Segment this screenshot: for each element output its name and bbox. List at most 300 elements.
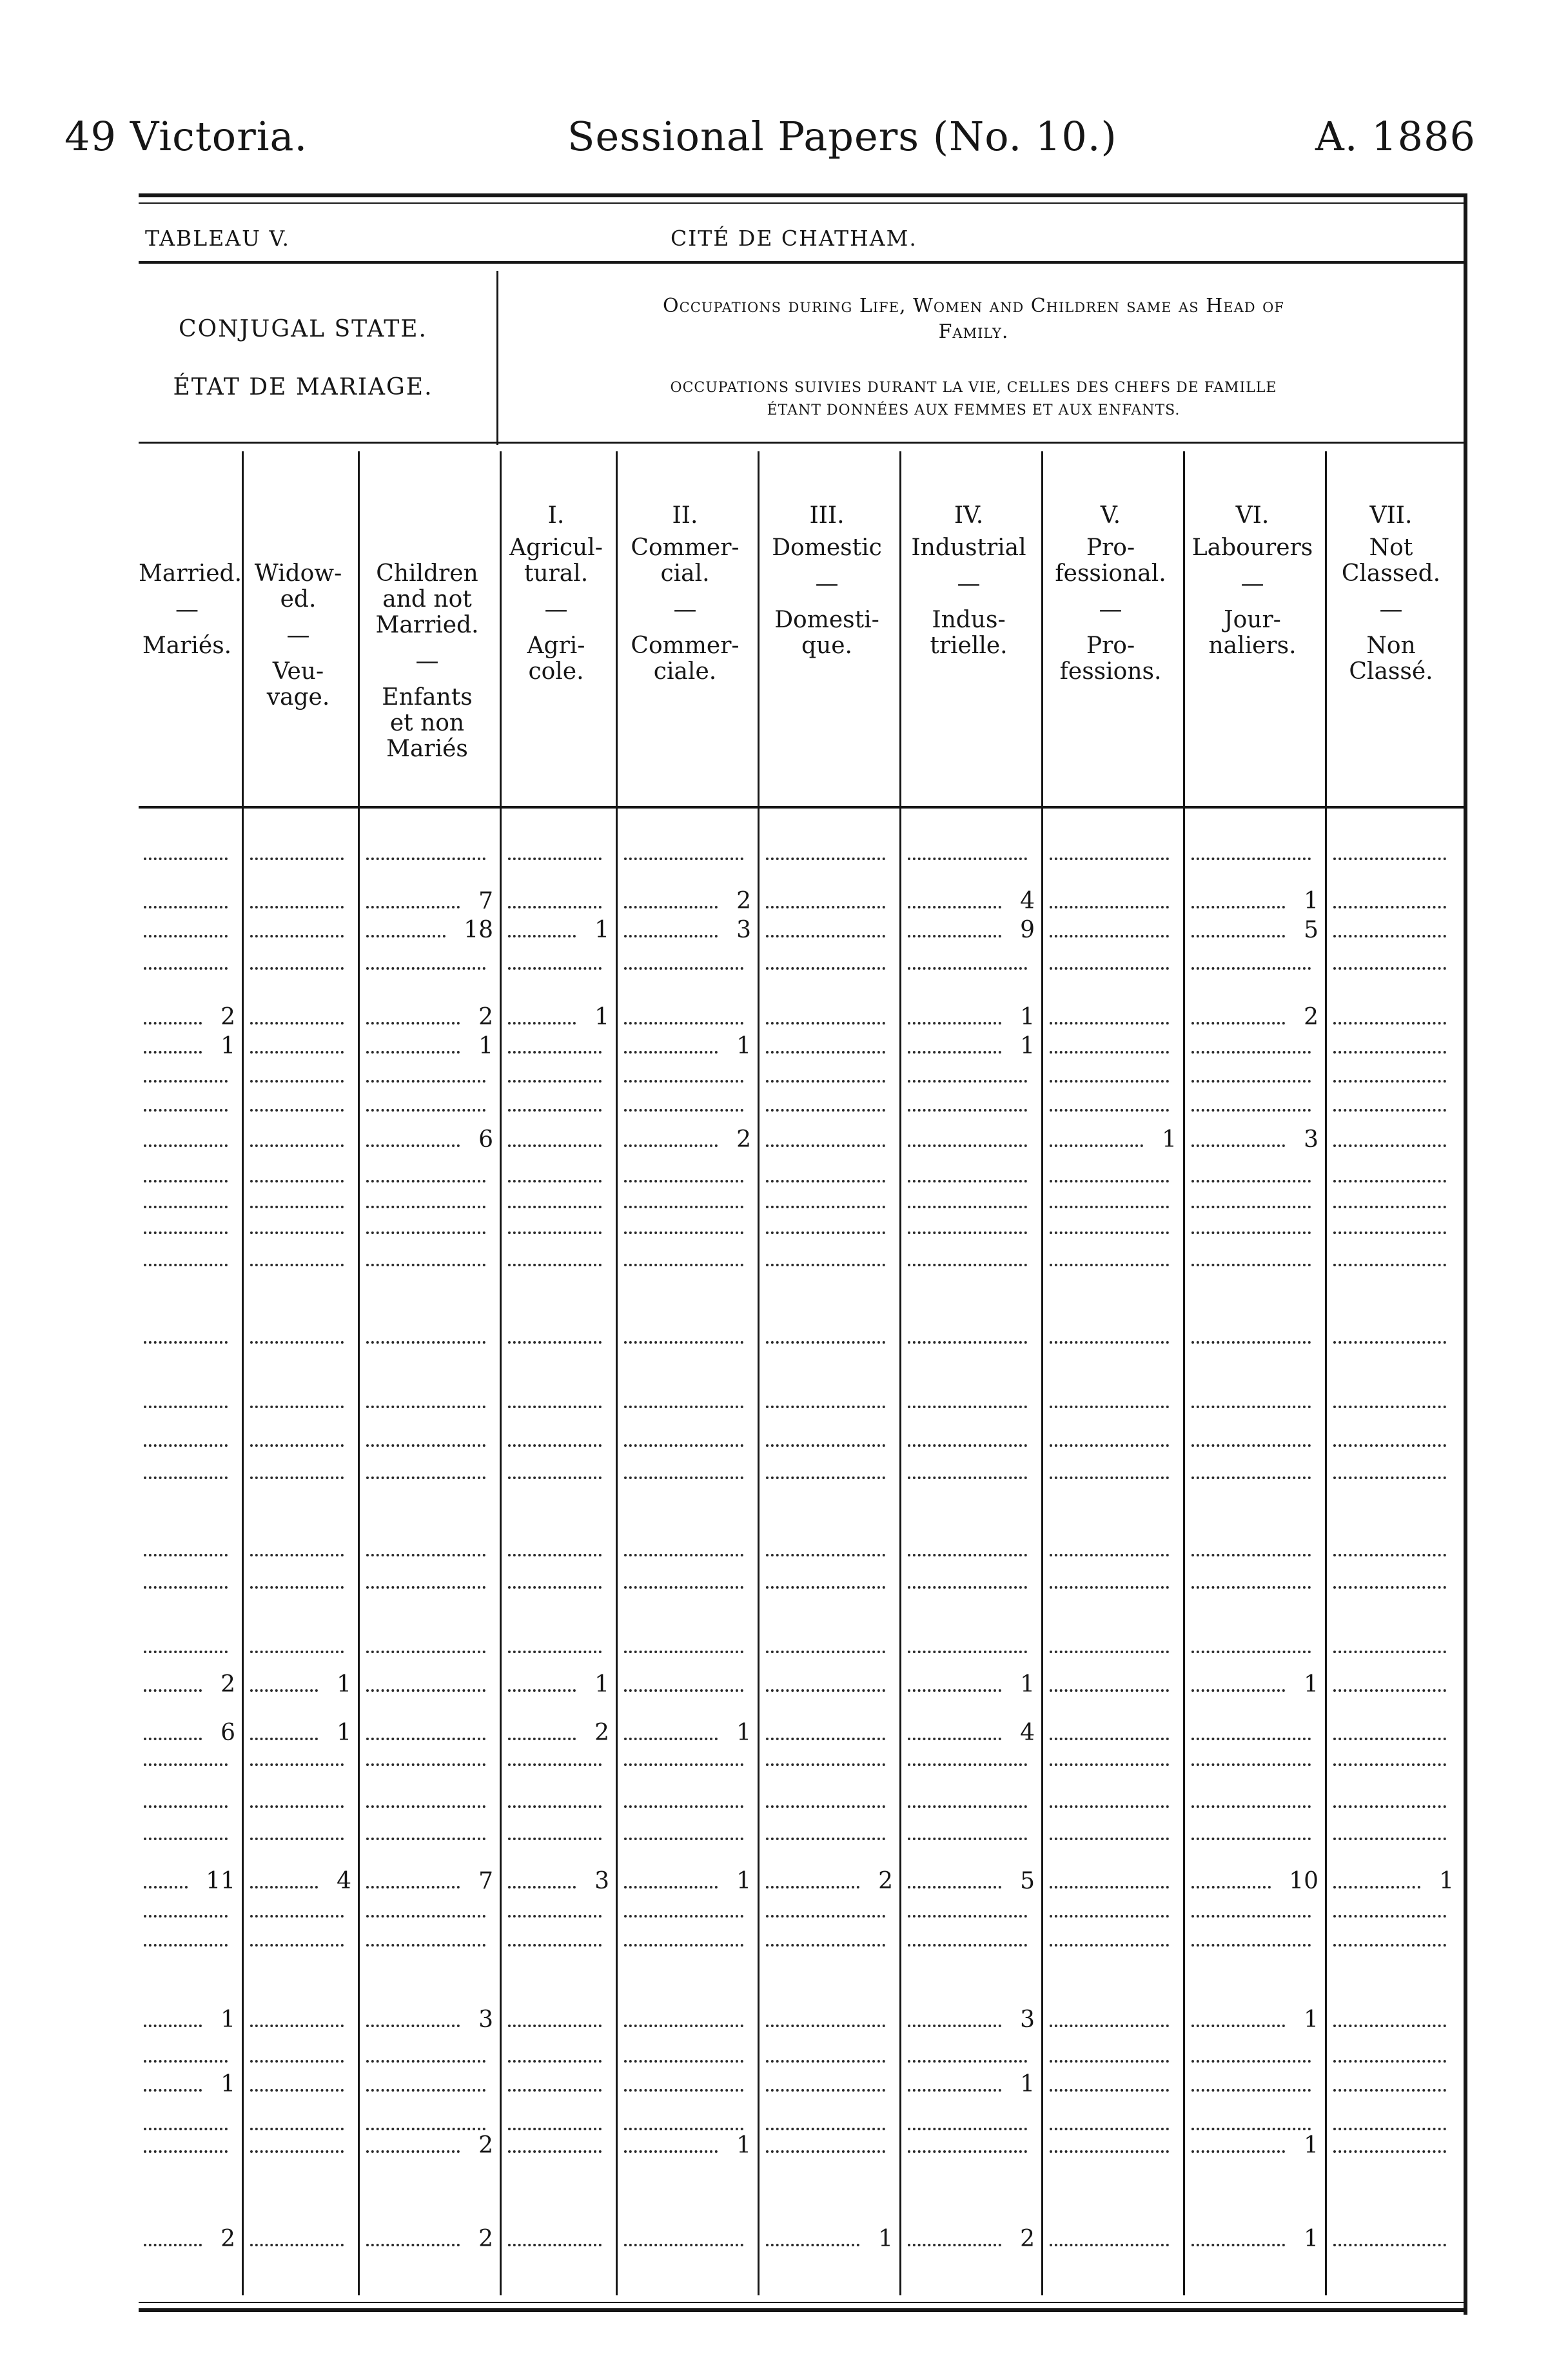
table-cell: 1	[1020, 1004, 1035, 1030]
dot-leader	[144, 1476, 228, 1479]
dot-leader	[908, 1915, 1027, 1918]
dot-leader	[624, 1763, 743, 1766]
dot-leader	[250, 1231, 344, 1234]
dot-leader	[624, 1180, 743, 1182]
dot-leader	[1333, 1586, 1446, 1589]
dot-leader	[766, 1109, 885, 1112]
dot-leader	[766, 2060, 885, 2063]
dot-leader	[766, 858, 885, 860]
dot-leader	[1333, 1206, 1446, 1208]
dot-leader	[366, 2244, 460, 2246]
table-cell: 1	[1304, 1671, 1318, 1698]
dot-leader	[908, 1180, 1027, 1182]
dot-leader	[908, 1763, 1027, 1766]
dot-leader	[366, 1651, 485, 1653]
dot-leader	[366, 1022, 460, 1025]
dot-leader	[250, 2025, 344, 2027]
dot-leader	[908, 2244, 1001, 2246]
header-bottom-rule	[139, 806, 1464, 809]
dot-leader	[250, 1586, 344, 1589]
dot-leader	[366, 1915, 485, 1918]
dot-leader	[1333, 1763, 1446, 1766]
dot-leader	[624, 1022, 743, 1025]
dot-leader	[1191, 1689, 1285, 1692]
dot-leader	[1050, 2128, 1169, 2130]
dot-leader	[1191, 1915, 1311, 1918]
dot-leader	[508, 935, 576, 937]
column-separator	[758, 451, 760, 2295]
dot-leader	[624, 2150, 718, 2153]
dot-leader	[624, 2128, 743, 2130]
conjugal-divider	[496, 271, 498, 445]
dot-leader	[1333, 1144, 1446, 1147]
dot-leader	[766, 1206, 885, 1208]
dot-leader	[624, 1886, 718, 1888]
dot-leader	[624, 1231, 743, 1234]
dot-leader	[366, 2025, 460, 2027]
column-label-en: Pro- fessional.	[1055, 535, 1166, 587]
column-separator	[1183, 451, 1185, 2295]
dot-leader	[908, 2128, 1027, 2130]
column-label-en: Labourers	[1191, 535, 1313, 561]
dot-leader	[366, 2150, 460, 2153]
dot-leader	[1333, 1651, 1446, 1653]
dot-leader	[1191, 967, 1311, 970]
dot-leader	[1333, 1022, 1446, 1025]
dot-leader	[508, 1444, 602, 1447]
dot-leader	[624, 1586, 743, 1589]
running-head-center: Sessional Papers (No. 10.)	[567, 113, 1117, 160]
table-cell: 2	[878, 1868, 893, 1894]
dot-leader	[624, 2025, 743, 2027]
bottom-rule-thin	[139, 2302, 1467, 2303]
dot-leader	[144, 1231, 228, 1234]
dot-leader	[766, 1651, 885, 1653]
dot-leader	[508, 2025, 602, 2027]
dot-leader	[908, 1144, 1027, 1147]
dot-leader	[144, 2128, 228, 2130]
table-cell: 10	[1289, 1868, 1318, 1894]
dot-leader	[766, 1763, 885, 1766]
dot-leader	[366, 1406, 485, 1408]
dot-leader	[766, 1586, 885, 1589]
dot-leader	[1191, 906, 1285, 908]
dot-leader	[144, 1915, 228, 1918]
running-head-left: 49 Victoria.	[64, 113, 308, 160]
dot-leader	[508, 1944, 602, 1947]
dot-leader	[1050, 1144, 1143, 1147]
table-cell: 1	[1020, 1671, 1035, 1698]
dot-leader	[1333, 2128, 1446, 2130]
table-cell: 1	[478, 1033, 493, 1059]
dot-leader	[908, 858, 1027, 860]
dot-leader	[250, 1406, 344, 1408]
table-cell: 1	[1304, 2006, 1318, 2033]
dot-leader	[508, 1915, 602, 1918]
table-cell: 1	[337, 1671, 351, 1698]
dot-leader	[624, 1444, 743, 1447]
dot-leader	[250, 1206, 344, 1208]
dot-leader	[508, 1144, 602, 1147]
dot-leader	[908, 935, 1001, 937]
dot-leader	[144, 1554, 228, 1556]
dot-leader	[508, 1022, 576, 1025]
dot-leader	[624, 935, 718, 937]
dot-leader	[366, 1080, 485, 1083]
dot-leader	[624, 858, 743, 860]
conjugal-title-en: CONJUGAL STATE.	[179, 316, 427, 342]
table-cell: 2	[736, 1126, 751, 1153]
dot-leader	[250, 1080, 344, 1083]
dot-leader	[508, 1689, 576, 1692]
header-mid-rule	[139, 442, 1464, 444]
dot-leader	[1333, 1944, 1446, 1947]
dot-leader	[908, 1554, 1027, 1556]
dot-leader	[1050, 1838, 1169, 1840]
dot-leader	[508, 1231, 602, 1234]
dot-leader	[1050, 1554, 1169, 1556]
dot-leader	[1333, 2244, 1446, 2246]
table-cell: 1	[220, 1033, 235, 1059]
dot-leader	[766, 1805, 885, 1808]
dot-leader	[1191, 1022, 1285, 1025]
column-label-fr: Mariés.	[142, 633, 232, 659]
dot-leader	[144, 2150, 228, 2153]
column-label-fr: Agri- cole.	[527, 633, 585, 685]
bottom-rule-thick	[139, 2308, 1467, 2312]
table-cell: 11	[206, 1868, 235, 1894]
dot-leader	[508, 1886, 576, 1888]
dot-leader	[908, 1886, 1001, 1888]
dot-leader	[144, 906, 228, 908]
dot-leader	[250, 858, 344, 860]
dot-leader	[908, 1689, 1001, 1692]
dot-leader	[1050, 1689, 1169, 1692]
dot-leader	[1333, 1406, 1446, 1408]
column-separator	[242, 451, 244, 2295]
subhead-rule	[139, 261, 1464, 264]
table-cell: 2	[1304, 1004, 1318, 1030]
dot-leader	[144, 1738, 202, 1740]
dot-leader	[366, 2089, 485, 2092]
dot-leader	[624, 967, 743, 970]
dot-leader	[144, 935, 228, 937]
dot-leader	[1050, 1444, 1169, 1447]
dot-leader	[144, 1886, 188, 1888]
dot-leader	[144, 1109, 228, 1112]
dot-leader	[766, 1231, 885, 1234]
dot-leader	[366, 1264, 485, 1266]
table-cell: 2	[478, 2226, 493, 2252]
dot-leader	[366, 1838, 485, 1840]
dot-leader	[366, 1944, 485, 1947]
dot-leader	[144, 858, 228, 860]
dot-leader	[1050, 1738, 1169, 1740]
dot-leader	[250, 1689, 318, 1692]
column-label-en: Domestic	[772, 535, 882, 561]
dot-leader	[144, 2244, 202, 2246]
dot-leader	[908, 1206, 1027, 1208]
column-header-7	[903, 503, 1035, 659]
column-label-fr: Domesti- que.	[774, 607, 879, 659]
dot-leader	[766, 1264, 885, 1266]
dot-leader	[144, 1805, 228, 1808]
dot-leader	[1333, 1915, 1446, 1918]
dot-leader	[250, 1763, 344, 1766]
dot-leader	[144, 1838, 228, 1840]
column-dash: —	[673, 596, 697, 623]
dot-leader	[250, 967, 344, 970]
dot-leader	[366, 1206, 485, 1208]
dot-leader	[766, 1915, 885, 1918]
dot-leader	[144, 1406, 228, 1408]
dot-leader	[766, 2128, 885, 2130]
table-cell: 1	[1439, 1868, 1454, 1894]
column-label-fr: Pro- fessions.	[1059, 633, 1162, 685]
dot-leader	[624, 1264, 743, 1266]
dot-leader	[144, 1689, 202, 1692]
column-number: VI.	[1235, 502, 1269, 529]
dot-leader	[1333, 906, 1446, 908]
dot-leader	[250, 1886, 318, 1888]
dot-leader	[1050, 2025, 1169, 2027]
dot-leader	[508, 2089, 602, 2092]
table-cell: 2	[220, 2226, 235, 2252]
dot-leader	[1333, 1689, 1446, 1692]
dot-leader	[250, 1554, 344, 1556]
table-cell: 3	[594, 1868, 609, 1894]
dot-leader	[144, 967, 228, 970]
dot-leader	[624, 1476, 743, 1479]
table-cell: 3	[1020, 2006, 1035, 2033]
dot-leader	[1191, 1444, 1311, 1447]
dot-leader	[624, 2244, 743, 2246]
dot-leader	[624, 1341, 743, 1344]
dot-leader	[1191, 1180, 1311, 1182]
dot-leader	[908, 1651, 1027, 1653]
dot-leader	[508, 1763, 602, 1766]
column-label-fr: Non Classé.	[1349, 633, 1433, 685]
dot-leader	[1191, 1554, 1311, 1556]
dot-leader	[250, 1341, 344, 1344]
table-cell: 3	[1304, 1126, 1318, 1153]
dot-leader	[1333, 1738, 1446, 1740]
dot-leader	[1191, 1476, 1311, 1479]
dot-leader	[508, 1264, 602, 1266]
dot-leader	[1050, 906, 1169, 908]
dot-leader	[250, 2150, 344, 2153]
dot-leader	[366, 1180, 485, 1182]
dot-leader	[366, 967, 485, 970]
dot-leader	[366, 1341, 485, 1344]
column-number: VII.	[1369, 502, 1413, 529]
dot-leader	[144, 1944, 228, 1947]
dot-leader	[144, 1586, 228, 1589]
dot-leader	[766, 2150, 885, 2153]
dot-leader	[366, 1689, 485, 1692]
dot-leader	[1191, 1738, 1311, 1740]
table-cell: 1	[220, 2071, 235, 2097]
dot-leader	[624, 1406, 743, 1408]
dot-leader	[250, 1051, 344, 1054]
dot-leader	[1050, 858, 1169, 860]
dot-leader	[766, 1738, 885, 1740]
dot-leader	[144, 1341, 228, 1344]
dot-leader	[508, 1406, 602, 1408]
dot-leader	[624, 1738, 718, 1740]
dot-leader	[1333, 1231, 1446, 1234]
dot-leader	[1333, 1051, 1446, 1054]
dot-leader	[766, 1051, 885, 1054]
column-separator	[1041, 451, 1043, 2295]
dot-leader	[624, 1689, 743, 1692]
dot-leader	[1333, 1554, 1446, 1556]
column-label-fr: Enfants et non Mariés	[382, 684, 473, 762]
dot-leader	[624, 1915, 743, 1918]
table-cell: 2	[478, 2132, 493, 2159]
column-header-2	[245, 503, 351, 711]
dot-leader	[1333, 2150, 1446, 2153]
dot-leader	[508, 1805, 602, 1808]
dot-leader	[766, 1886, 859, 1888]
table-cell: 1	[736, 1720, 751, 1746]
dot-leader	[624, 1051, 718, 1054]
dot-leader	[1191, 858, 1311, 860]
dot-leader	[766, 1180, 885, 1182]
dot-leader	[1333, 1476, 1446, 1479]
dot-leader	[366, 1231, 485, 1234]
table-cell: 1	[1162, 1126, 1177, 1153]
dot-leader	[250, 906, 344, 908]
dot-leader	[1050, 2089, 1169, 2092]
dot-leader	[144, 1206, 228, 1208]
conjugal-title-fr: ÉTAT DE MARIAGE.	[173, 374, 433, 400]
dot-leader	[144, 1080, 228, 1083]
column-label-en: Children and not Married.	[375, 560, 479, 638]
column-number: II.	[672, 502, 698, 529]
dot-leader	[908, 1838, 1027, 1840]
column-dash: —	[544, 596, 568, 623]
occupations-title-en-1: Occupations during Life, Women and Children same as Head of	[663, 295, 1284, 317]
column-number: IV.	[954, 502, 984, 529]
dot-leader	[1191, 1886, 1271, 1888]
table-cell: 1	[1304, 2226, 1318, 2252]
dot-leader	[908, 2060, 1027, 2063]
table-cell: 4	[337, 1868, 351, 1894]
dot-leader	[624, 1944, 743, 1947]
dot-leader	[144, 1180, 228, 1182]
dot-leader	[508, 1586, 602, 1589]
dot-leader	[1191, 935, 1285, 937]
table-cell: 1	[736, 1033, 751, 1059]
dot-leader	[908, 1231, 1027, 1234]
dot-leader	[366, 2060, 485, 2063]
dot-leader	[624, 1805, 743, 1808]
dot-leader	[1050, 1586, 1169, 1589]
dot-leader	[1191, 1144, 1285, 1147]
table-cell: 6	[220, 1720, 235, 1746]
dot-leader	[508, 1476, 602, 1479]
dot-leader	[1333, 1805, 1446, 1808]
dot-leader	[1050, 1763, 1169, 1766]
dot-leader	[250, 1738, 318, 1740]
dot-leader	[908, 1341, 1027, 1344]
dot-leader	[1191, 1763, 1311, 1766]
dot-leader	[250, 1264, 344, 1266]
dot-leader	[1191, 1651, 1311, 1653]
dot-leader	[766, 1080, 885, 1083]
dot-leader	[508, 906, 602, 908]
dot-leader	[624, 2089, 743, 2092]
dot-leader	[624, 1651, 743, 1653]
table-cell: 1	[1020, 1033, 1035, 1059]
city-title: CITÉ DE CHATHAM.	[671, 226, 917, 251]
table-cell: 7	[478, 1868, 493, 1894]
dot-leader	[366, 1586, 485, 1589]
table-cell: 1	[1020, 2071, 1035, 2097]
dot-leader	[1050, 1406, 1169, 1408]
dot-leader	[1050, 1805, 1169, 1808]
dot-leader	[766, 1838, 885, 1840]
dot-leader	[1333, 1264, 1446, 1266]
dot-leader	[508, 1206, 602, 1208]
dot-leader	[508, 1051, 602, 1054]
table-cell: 2	[594, 1720, 609, 1746]
column-label-en: Agricul- tural.	[509, 535, 603, 587]
table-cell: 18	[464, 917, 493, 943]
dot-leader	[766, 1444, 885, 1447]
dot-leader	[1333, 2060, 1446, 2063]
dot-leader	[366, 1144, 460, 1147]
dot-leader	[508, 1180, 602, 1182]
dot-leader	[766, 2025, 885, 2027]
column-label-fr: Commer- ciale.	[631, 633, 740, 685]
dot-leader	[1050, 1651, 1169, 1653]
dot-leader	[144, 1651, 228, 1653]
dot-leader	[1050, 1944, 1169, 1947]
dot-leader	[508, 1738, 576, 1740]
dot-leader	[624, 1144, 718, 1147]
dot-leader	[1333, 1109, 1446, 1112]
column-header-9	[1186, 503, 1318, 659]
dot-leader	[366, 1763, 485, 1766]
dot-leader	[1050, 1886, 1169, 1888]
dot-leader	[1333, 1838, 1446, 1840]
dot-leader	[908, 1109, 1027, 1112]
table-cell: 3	[478, 2006, 493, 2033]
table-cell: 5	[1304, 917, 1318, 943]
dot-leader	[250, 1944, 344, 1947]
dot-leader	[508, 2150, 602, 2153]
dot-leader	[908, 1586, 1027, 1589]
table-cell: 1	[594, 1004, 609, 1030]
dot-leader	[624, 1109, 743, 1112]
table-cell: 2	[478, 1004, 493, 1030]
dot-leader	[250, 1805, 344, 1808]
dot-leader	[250, 1180, 344, 1182]
dot-leader	[1333, 1341, 1446, 1344]
dot-leader	[766, 1476, 885, 1479]
dot-leader	[144, 2089, 202, 2092]
column-dash: —	[175, 596, 199, 623]
column-separator	[1325, 451, 1327, 2295]
dot-leader	[908, 1476, 1027, 1479]
table-cell: 3	[736, 917, 751, 943]
dot-leader	[908, 2150, 1027, 2153]
column-number: V.	[1100, 502, 1121, 529]
column-dash: —	[1099, 596, 1122, 623]
dot-leader	[1333, 2025, 1446, 2027]
